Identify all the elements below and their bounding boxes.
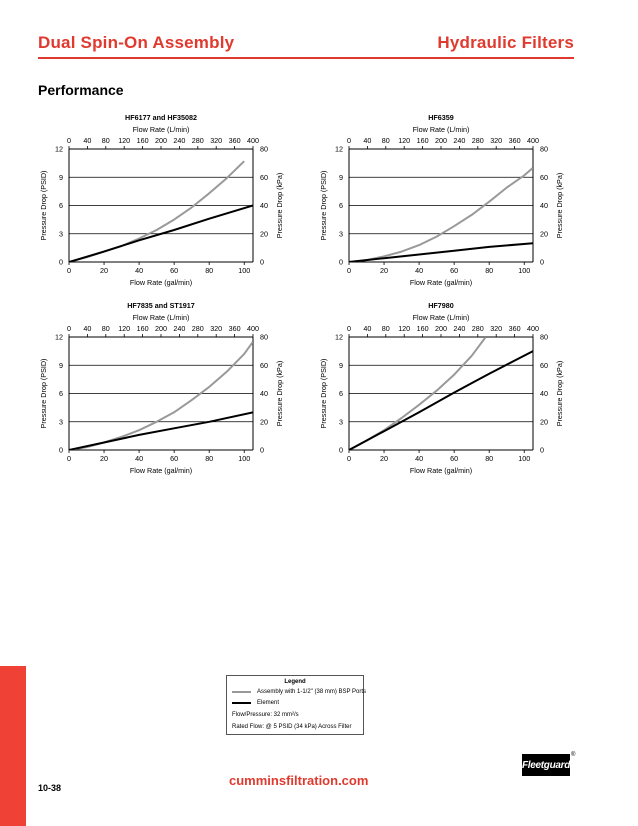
hf6177-y2-label: Pressure Drop (kPa) bbox=[275, 172, 284, 239]
hf6359-x2tick-label: 40 bbox=[363, 136, 372, 145]
hf6177-ytick-label: 9 bbox=[59, 172, 63, 182]
hf6177-title: HF6177 and HF35082 bbox=[125, 113, 197, 122]
hf7835-x2tick-label: 80 bbox=[101, 324, 110, 333]
hf7835-ytick-label: 12 bbox=[55, 332, 63, 342]
hf6177-x2tick-label: 320 bbox=[210, 136, 223, 145]
hf6359-ytick-label: 12 bbox=[335, 144, 343, 154]
hf6177-y2tick-label: 40 bbox=[260, 201, 268, 210]
hf7835-ytick-label: 9 bbox=[59, 360, 63, 370]
hf7980-xtick-label: 80 bbox=[485, 454, 494, 463]
hf7980-ytick-label: 12 bbox=[335, 332, 343, 342]
hf6359-y2-label: Pressure Drop (kPa) bbox=[555, 172, 564, 239]
hf7980-x2tick-label: 40 bbox=[363, 324, 372, 333]
hf7835-y2tick-label: 80 bbox=[260, 332, 268, 342]
legend-flow-pressure: Flow/Pressure: 32 mm²/s bbox=[232, 712, 299, 718]
hf6177-xtick-label: 20 bbox=[100, 266, 109, 275]
hf7835-x2tick-label: 320 bbox=[210, 324, 223, 333]
hf7980-xtick-label: 40 bbox=[415, 454, 424, 463]
hf7980-x2tick-label: 0 bbox=[347, 324, 351, 333]
hf6359-xtick-label: 0 bbox=[347, 266, 351, 275]
hf7835-title: HF7835 and ST1917 bbox=[127, 301, 195, 310]
hf6177-x2tick-label: 40 bbox=[83, 136, 92, 145]
legend-swatch-assembly bbox=[232, 691, 251, 693]
hf7835-series-assembly bbox=[69, 342, 253, 450]
hf6177-x2tick-label: 240 bbox=[173, 136, 186, 145]
hf6359-xtick-label: 40 bbox=[415, 266, 424, 275]
hf6177-y2tick-label: 20 bbox=[260, 229, 268, 239]
hf6359-ytick-label: 0 bbox=[339, 257, 343, 267]
hf6359-x2tick-label: 400 bbox=[527, 136, 539, 145]
hf7835-x2-label: Flow Rate (L/min) bbox=[132, 313, 190, 322]
hf7980-ytick-label: 0 bbox=[339, 445, 343, 455]
hf6359-y2tick-label: 20 bbox=[540, 229, 548, 239]
hf6359-x2tick-label: 120 bbox=[398, 136, 411, 145]
hf6177-x2-label: Flow Rate (L/min) bbox=[132, 125, 190, 134]
hf7835-x2tick-label: 280 bbox=[191, 324, 204, 333]
hf7980-y2tick-label: 20 bbox=[540, 417, 548, 427]
hf7835-xtick-label: 0 bbox=[67, 454, 71, 463]
hf7835-xtick-label: 60 bbox=[170, 454, 179, 463]
hf6359-x2-label: Flow Rate (L/min) bbox=[412, 125, 470, 134]
hf6177-x2tick-label: 0 bbox=[67, 136, 71, 145]
hf6177-ytick-label: 0 bbox=[59, 257, 63, 267]
footer-url[interactable]: cumminsfiltration.com bbox=[229, 773, 369, 788]
hf7835-x2tick-label: 160 bbox=[136, 324, 149, 333]
hf7980-x2tick-label: 200 bbox=[435, 324, 447, 333]
hf7980-x2tick-label: 280 bbox=[471, 324, 484, 333]
hf6359-x-label: Flow Rate (gal/min) bbox=[409, 278, 473, 287]
hf6177-x2tick-label: 120 bbox=[118, 136, 131, 145]
hf7835-y-label: Pressure Drop (PSID) bbox=[39, 358, 48, 429]
hf7980-y2-label: Pressure Drop (kPa) bbox=[555, 360, 564, 427]
hf6359-title: HF6359 bbox=[428, 113, 454, 122]
hf7980-y-label: Pressure Drop (PSID) bbox=[319, 358, 328, 429]
hf7835-x2tick-label: 400 bbox=[247, 324, 259, 333]
page-number: 10-38 bbox=[38, 783, 62, 793]
hf7835-y2tick-label: 40 bbox=[260, 389, 268, 398]
legend-box bbox=[226, 675, 367, 735]
hf7980-x2tick-label: 160 bbox=[416, 324, 429, 333]
legend-element-label: Element bbox=[257, 700, 280, 706]
hf7835-ytick-label: 3 bbox=[59, 417, 63, 427]
hf6359-xtick-label: 20 bbox=[380, 266, 389, 275]
hf6359-ytick-label: 3 bbox=[339, 229, 343, 239]
legend-row-element bbox=[232, 700, 279, 706]
hf6359-x2tick-label: 80 bbox=[381, 136, 390, 145]
hf7980-ytick-label: 3 bbox=[339, 417, 343, 427]
hf6359-y2tick-label: 80 bbox=[540, 144, 548, 154]
hf6177-x2tick-label: 200 bbox=[155, 136, 167, 145]
hf6359-x2tick-label: 0 bbox=[347, 136, 351, 145]
header-right-title: Hydraulic Filters bbox=[437, 33, 574, 52]
hf7980-xtick-label: 0 bbox=[347, 454, 351, 463]
hf6177-y-label: Pressure Drop (PSID) bbox=[39, 170, 48, 241]
hf7980-x2tick-label: 80 bbox=[381, 324, 390, 333]
hf6177-y2tick-label: 60 bbox=[260, 172, 268, 182]
hf7980-xtick-label: 100 bbox=[518, 454, 531, 463]
hf6359-x2tick-label: 320 bbox=[490, 136, 503, 145]
header-left-title: Dual Spin-On Assembly bbox=[38, 33, 235, 52]
hf7980-xtick-label: 60 bbox=[450, 454, 459, 463]
hf6359-y2tick-label: 0 bbox=[540, 257, 544, 267]
hf6359-series-assembly bbox=[349, 168, 533, 262]
hf6177-x2tick-label: 360 bbox=[228, 136, 241, 145]
hf7980-y2tick-label: 40 bbox=[540, 389, 548, 398]
hf6177-ytick-label: 6 bbox=[59, 201, 63, 210]
hf7980-series-element bbox=[349, 351, 533, 450]
hf6177-y2tick-label: 0 bbox=[260, 257, 264, 267]
hf6359-y2tick-label: 40 bbox=[540, 201, 548, 210]
hf7980-x2tick-label: 400 bbox=[527, 324, 539, 333]
hf7835-xtick-label: 100 bbox=[238, 454, 251, 463]
hf7980-x2tick-label: 240 bbox=[453, 324, 466, 333]
hf7835-y2tick-label: 0 bbox=[260, 445, 264, 455]
hf6177-x2tick-label: 400 bbox=[247, 136, 259, 145]
hf7835-ytick-label: 0 bbox=[59, 445, 63, 455]
hf7835-series-element bbox=[69, 412, 253, 450]
hf7835-y2-label: Pressure Drop (kPa) bbox=[275, 360, 284, 427]
hf6177-x2tick-label: 160 bbox=[136, 136, 149, 145]
hf7835-y2tick-label: 60 bbox=[260, 360, 268, 370]
hf7835-x2tick-label: 40 bbox=[83, 324, 92, 333]
legend-assembly-label: Assembly with 1-1/2" (38 mm) BSP Ports bbox=[257, 689, 367, 695]
hf7835-x2tick-label: 240 bbox=[173, 324, 186, 333]
hf6359-x2tick-label: 160 bbox=[416, 136, 429, 145]
hf6359-x2tick-label: 200 bbox=[435, 136, 447, 145]
hf7835-xtick-label: 20 bbox=[100, 454, 109, 463]
hf7835-ytick-label: 6 bbox=[59, 389, 63, 398]
hf7980-y2tick-label: 80 bbox=[540, 332, 548, 342]
hf7980-x2tick-label: 360 bbox=[508, 324, 521, 333]
hf7835-x-label: Flow Rate (gal/min) bbox=[129, 466, 193, 475]
legend-title: Legend bbox=[284, 679, 306, 685]
hf7835-x2tick-label: 360 bbox=[228, 324, 241, 333]
hf6177-ytick-label: 3 bbox=[59, 229, 63, 239]
hf6177-x2tick-label: 280 bbox=[191, 136, 204, 145]
hf7835-x2tick-label: 0 bbox=[67, 324, 71, 333]
hf7835-xtick-label: 40 bbox=[135, 454, 144, 463]
hf7835-xtick-label: 80 bbox=[205, 454, 214, 463]
hf6177-ytick-label: 12 bbox=[55, 144, 63, 154]
hf7980-x2tick-label: 120 bbox=[398, 324, 411, 333]
hf7980-xtick-label: 20 bbox=[380, 454, 389, 463]
brand-logo: Fleetguard bbox=[522, 754, 570, 776]
legend-rated-flow: Rated Flow: @ 5 PSID (34 kPa) Across Filter bbox=[232, 724, 352, 730]
hf7980-x2-label: Flow Rate (L/min) bbox=[412, 313, 470, 322]
hf6177-xtick-label: 100 bbox=[238, 266, 251, 275]
section-title: Performance bbox=[38, 82, 124, 98]
hf6359-series-element bbox=[349, 243, 533, 262]
hf7980-ytick-label: 9 bbox=[339, 360, 343, 370]
hf7835-x2tick-label: 120 bbox=[118, 324, 131, 333]
hf6359-ytick-label: 6 bbox=[339, 201, 343, 210]
hf7980-y2tick-label: 60 bbox=[540, 360, 548, 370]
brand-registered-mark: ® bbox=[571, 752, 576, 758]
hf6177-series-assembly bbox=[69, 161, 244, 262]
hf7835-y2tick-label: 20 bbox=[260, 417, 268, 427]
hf6359-x2tick-label: 280 bbox=[471, 136, 484, 145]
hf6359-ytick-label: 9 bbox=[339, 172, 343, 182]
hf6359-xtick-label: 80 bbox=[485, 266, 494, 275]
hf7980-y2tick-label: 0 bbox=[540, 445, 544, 455]
hf6359-x2tick-label: 360 bbox=[508, 136, 521, 145]
hf7980-x-label: Flow Rate (gal/min) bbox=[409, 466, 473, 475]
legend-swatch-element bbox=[232, 702, 251, 704]
hf6177-xtick-label: 60 bbox=[170, 266, 179, 275]
hf7980-title: HF7980 bbox=[428, 301, 454, 310]
hf6177-xtick-label: 80 bbox=[205, 266, 214, 275]
hf7835-x2tick-label: 200 bbox=[155, 324, 167, 333]
legend-row-assembly bbox=[232, 689, 366, 695]
hf6359-xtick-label: 60 bbox=[450, 266, 459, 275]
hf6359-y2tick-label: 60 bbox=[540, 172, 548, 182]
hf6177-xtick-label: 40 bbox=[135, 266, 144, 275]
hf7980-ytick-label: 6 bbox=[339, 389, 343, 398]
hf6177-xtick-label: 0 bbox=[67, 266, 71, 275]
hf6177-y2tick-label: 80 bbox=[260, 144, 268, 154]
hf6359-xtick-label: 100 bbox=[518, 266, 531, 275]
hf6177-x2tick-label: 80 bbox=[101, 136, 110, 145]
hf7980-x2tick-label: 320 bbox=[490, 324, 503, 333]
side-tab bbox=[0, 666, 26, 826]
hf6359-x2tick-label: 240 bbox=[453, 136, 466, 145]
hf6359-y-label: Pressure Drop (PSID) bbox=[319, 170, 328, 241]
hf6177-x-label: Flow Rate (gal/min) bbox=[129, 278, 193, 287]
